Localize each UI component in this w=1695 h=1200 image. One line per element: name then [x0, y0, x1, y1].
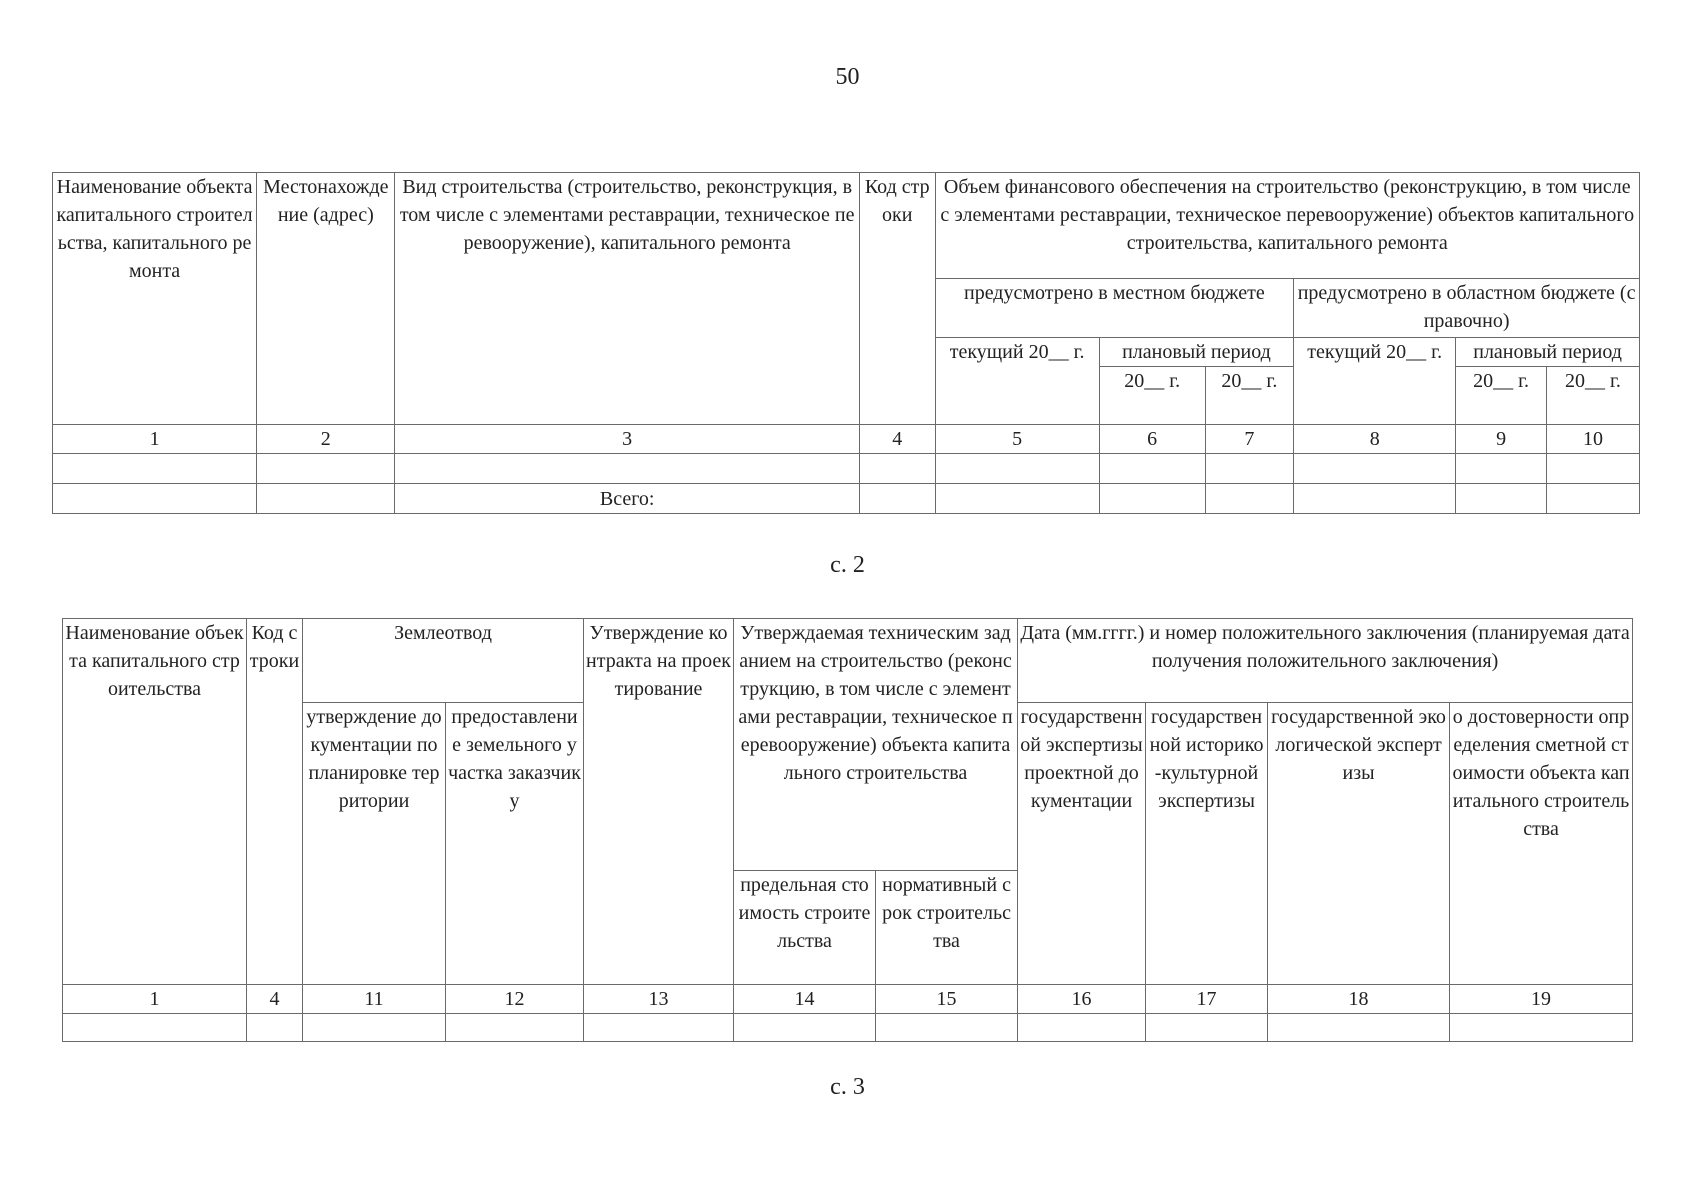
empty-cell	[1018, 1014, 1146, 1042]
empty-cell	[53, 484, 257, 514]
header-regional-budget: предусмотрено в областном бюджете (справочно)	[1294, 279, 1640, 338]
empty-cell	[584, 1014, 734, 1042]
column-number: 2	[257, 425, 395, 454]
empty-cell	[303, 1014, 446, 1042]
header-cost-reliability: о достоверности определения сметной стоимости объекта капитального строительства	[1450, 703, 1633, 985]
empty-cell	[53, 454, 257, 484]
header-name: Наименование объекта капитального строительства, капитального ремонта	[53, 173, 257, 425]
header-year-regional-1: 20__ г.	[1456, 367, 1547, 425]
column-number: 15	[876, 985, 1018, 1014]
header-land-grant: предоставление земельного участка заказчику	[446, 703, 584, 985]
empty-cell	[935, 484, 1099, 514]
header-max-cost: предельная стоимость строительства	[734, 871, 876, 985]
financing-table	[52, 172, 1640, 514]
column-number: 16	[1018, 985, 1146, 1014]
empty-cell	[1456, 454, 1547, 484]
empty-cell	[1450, 1014, 1633, 1042]
header-row-code: Код строки	[247, 619, 303, 985]
approvals-table	[62, 618, 1633, 1042]
header-planned-period-local: плановый период	[1099, 338, 1293, 367]
header-financing-volume: Объем финансового обеспечения на строительство (реконструкцию, в том числе с элементами реставрации, техническое перевооружение) объектов капитального строительства, капитального ремонта	[935, 173, 1639, 279]
empty-cell	[1294, 484, 1456, 514]
empty-cell	[1546, 454, 1639, 484]
column-number: 5	[935, 425, 1099, 454]
empty-cell	[257, 484, 395, 514]
caption-page-3: с. 3	[830, 1074, 865, 1100]
empty-cell	[1205, 454, 1294, 484]
total-label: Всего:	[395, 484, 860, 514]
header-planning-documentation: утверждение документации по планировке территории	[303, 703, 446, 985]
empty-cell	[395, 454, 860, 484]
header-technical-spec: Утверждаемая техническим заданием на строительство (реконструкцию, в том числе с элементами реставрации, техническое перевооружение) объекта капитального строительства	[734, 619, 1018, 871]
empty-cell	[247, 1014, 303, 1042]
header-year-local-1: 20__ г.	[1099, 367, 1205, 425]
column-number: 4	[859, 425, 935, 454]
column-number: 3	[395, 425, 860, 454]
empty-cell	[1205, 484, 1294, 514]
header-year-local-2: 20__ г.	[1205, 367, 1294, 425]
column-number: 11	[303, 985, 446, 1014]
column-number: 1	[63, 985, 247, 1014]
empty-cell	[876, 1014, 1018, 1042]
empty-cell	[1268, 1014, 1450, 1042]
header-planned-period-regional: плановый период	[1456, 338, 1640, 367]
column-number: 19	[1450, 985, 1633, 1014]
column-number: 14	[734, 985, 876, 1014]
column-number: 13	[584, 985, 734, 1014]
header-local-budget: предусмотрено в местном бюджете	[935, 279, 1294, 338]
column-number: 1	[53, 425, 257, 454]
column-number: 9	[1456, 425, 1547, 454]
empty-cell	[1099, 454, 1205, 484]
empty-cell	[446, 1014, 584, 1042]
header-historical-expertise: государственной историко-культурной экспертизы	[1146, 703, 1268, 985]
header-current-year-local: текущий 20__ г.	[935, 338, 1099, 425]
empty-cell	[859, 454, 935, 484]
empty-cell	[1099, 484, 1205, 514]
header-contract-approval: Утверждение контракта на проектирование	[584, 619, 734, 985]
caption-page-2: с. 2	[830, 552, 865, 578]
column-number: 4	[247, 985, 303, 1014]
header-normative-term: нормативный срок строительства	[876, 871, 1018, 985]
header-year-regional-2: 20__ г.	[1546, 367, 1639, 425]
header-location: Местонахождение (адрес)	[257, 173, 395, 425]
empty-cell	[1456, 484, 1547, 514]
header-construction-type: Вид строительства (строительство, реконструкция, в том числе с элементами реставрации, техническое перевооружение), капитального ремонта	[395, 173, 860, 425]
column-number: 6	[1099, 425, 1205, 454]
empty-cell	[935, 454, 1099, 484]
total-row	[53, 484, 1640, 514]
header-ecological-expertise: государственной экологической экспертизы	[1268, 703, 1450, 985]
column-number: 7	[1205, 425, 1294, 454]
column-number: 18	[1268, 985, 1450, 1014]
empty-cell	[1546, 484, 1639, 514]
empty-cell	[1146, 1014, 1268, 1042]
header-name: Наименование объекта капитального строительства	[63, 619, 247, 985]
header-state-expertise: государственной экспертизы проектной документации	[1018, 703, 1146, 985]
table-row	[63, 1014, 1633, 1042]
empty-cell	[257, 454, 395, 484]
header-conclusion-date: Дата (мм.гггг.) и номер положительного заключения (планируемая дата получения положительного заключения)	[1018, 619, 1633, 703]
column-number: 10	[1546, 425, 1639, 454]
empty-cell	[859, 484, 935, 514]
page-number: 50	[835, 64, 860, 90]
column-number: 17	[1146, 985, 1268, 1014]
column-number: 8	[1294, 425, 1456, 454]
empty-cell	[63, 1014, 247, 1042]
header-land-allotment: Землеотвод	[303, 619, 584, 703]
table-row	[53, 454, 1640, 484]
header-current-year-regional: текущий 20__ г.	[1294, 338, 1456, 425]
empty-cell	[734, 1014, 876, 1042]
empty-cell	[1294, 454, 1456, 484]
header-row-code: Код строки	[859, 173, 935, 425]
column-number: 12	[446, 985, 584, 1014]
